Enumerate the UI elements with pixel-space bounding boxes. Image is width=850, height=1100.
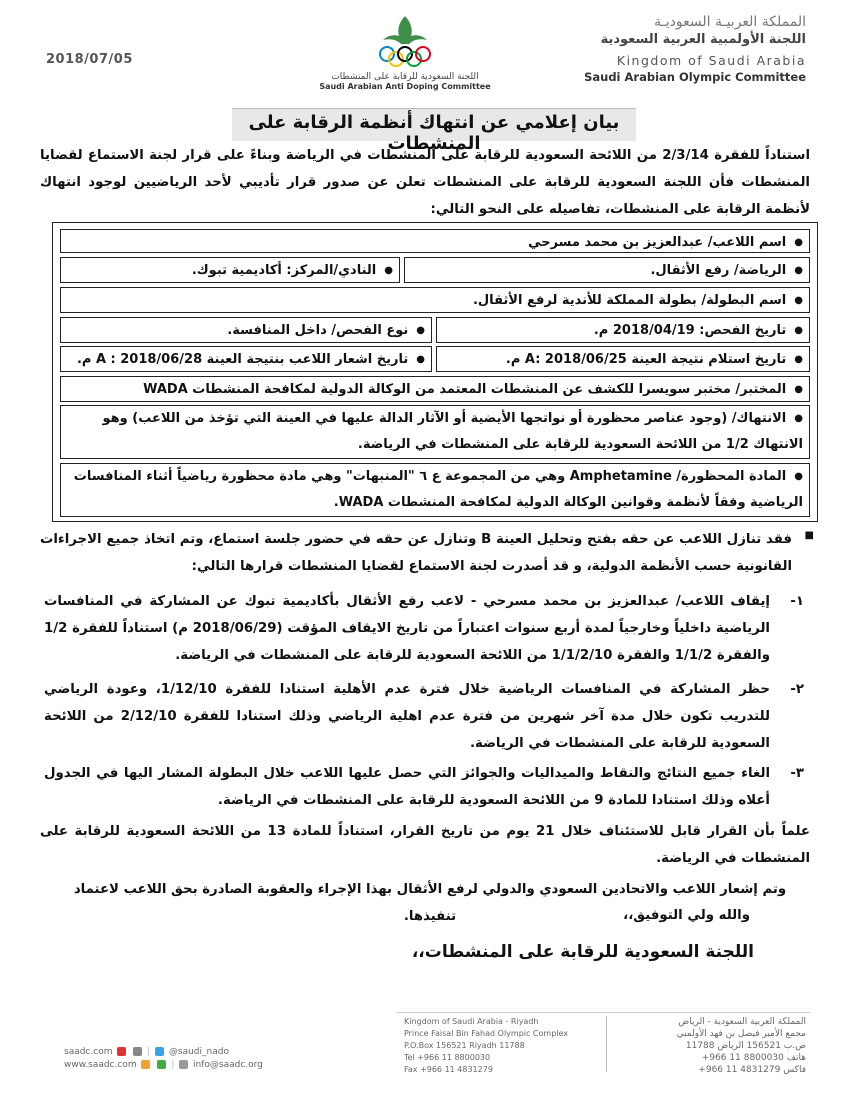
footer-ar-line: المملكة العربية السعودية - الرياض <box>678 1017 806 1027</box>
footer-en-line: P.O.Box 156521 Riyadh 11788 <box>404 1041 525 1050</box>
footer-en-line: Prince Faisal Bin Fahad Olympic Complex <box>404 1029 569 1038</box>
sport: الرياضة/ رفع الأثقال. <box>650 263 787 278</box>
intro-paragraph: استناداً للفقرة 2/3/14 من اللائحة السعودية للرقابة على المنشطات في الرياضة وبناءً على قرار لجنة الاستماع لقضايا المنشطات فأن اللجنة السعودية للرقابة على المنشطات تعلن عن صدور قرار تأديبي لأحد الرياضيين لوجود انتهاك لأنظمة الرقابة على المنشطات، تفاصيله على النحو التالي: <box>40 148 810 217</box>
decision-number: ٢- <box>790 682 804 697</box>
bullet-icon: ● <box>794 413 803 424</box>
athlete-name: اسم اللاعب/ عبدالعزيز بن محمد مسرحي <box>528 235 787 250</box>
header-org-block <box>584 14 806 84</box>
social-icon <box>133 1047 142 1056</box>
table-row-lab <box>60 376 810 402</box>
footer-address-en <box>404 1016 568 1076</box>
header-olympic-en: Saudi Arabian Olympic Committee <box>584 70 806 84</box>
table-row-result-date <box>436 346 810 372</box>
table-row-substance <box>60 463 810 517</box>
twitter-icon <box>155 1047 164 1056</box>
footer-ar-line: فاكس 4831279 11 966+ <box>698 1065 806 1075</box>
web-icon <box>141 1060 150 1069</box>
footer-column-divider <box>606 1016 607 1072</box>
signature-committee: اللجنة السعودية للرقابة على المنشطات،، <box>411 942 754 962</box>
test-date: تاريخ الفحص: 2018/04/19 م. <box>593 323 787 338</box>
footer-en-line: Kingdom of Saudi Arabia - Riyadh <box>404 1017 539 1026</box>
youtube-icon <box>117 1047 126 1056</box>
olympic-rings-logo-icon <box>369 12 441 70</box>
table-row-test-type <box>60 317 432 343</box>
bullet-icon: ● <box>416 354 425 365</box>
decision-number: ١- <box>790 594 804 609</box>
decision-item <box>44 588 804 669</box>
saadc-logo <box>300 12 510 91</box>
globe-icon <box>157 1060 166 1069</box>
bullet-icon: ● <box>794 295 803 306</box>
test-type: نوع الفحص/ داخل المنافسة. <box>227 323 409 338</box>
table-row-violation <box>60 405 810 459</box>
document-date: 2018/07/05 <box>46 52 133 67</box>
logo-text-en: Saudi Arabian Anti Doping Committee <box>319 82 491 91</box>
decision-text: إيقاف اللاعب/ عبدالعزيز بن محمد مسرحي - لاعب رفع الأثقال بأكاديمية تبوك عن المشاركة في المنافسات الرياضية داخلياً وخارجياً لمدة أربع سنوات اعتباراً من تاريخ الايقاف المؤقت (2018/06/29 م) استناداً للفقرة 1/2 والفقرة 1/1/2 والفقرة 1/1/2/10 من اللائحة السعودية للرقابة على المنشطات في الرياضة. <box>44 594 770 663</box>
table-row-test-date <box>436 317 810 343</box>
footer-ar-line: ص.ب 156521 الرياض 11788 <box>685 1041 806 1051</box>
footer-social: saadc.com | @saudi_nado www.saadc.com | info@saadc.org <box>64 1047 263 1070</box>
table-row-club <box>60 257 400 283</box>
bullet-icon: ● <box>794 237 803 248</box>
table-row-championship <box>60 287 810 313</box>
footer-ar-line: هاتف 8800030 11 966+ <box>701 1053 806 1063</box>
website-full-link[interactable]: www.saadc.com <box>64 1060 137 1070</box>
decision-text: الغاء جميع النتائج والنقاط والميداليات والجوائز التي حصل عليها اللاعب خلال البطولة المشار اليها في الجدول أعلاه وذلك استنادا للمادة 9 من اللائحة السعودية للرقابة على المنشطات في الرياضة. <box>44 766 770 808</box>
bullet-icon: ● <box>794 471 803 482</box>
notify-date: تاريخ اشعار اللاعب بنتيجة العينة A : 2018/06/28 م. <box>76 352 409 367</box>
bullet-icon: ● <box>794 384 803 395</box>
footer-en-line: Fax +966 11 4831279 <box>404 1065 493 1074</box>
table-row-sport <box>404 257 810 283</box>
table-row-athlete <box>60 229 810 253</box>
header-kingdom-en: Kingdom of Saudi Arabia <box>616 53 806 68</box>
closing-text: والله ولي التوفيق،، <box>623 908 750 923</box>
notice-paragraph: وتم إشعار اللاعب والاتحادين السعودي والدولي لرفع الأثقال بهذا الإجراء والعقوبة الصادرة بحق اللاعب لاعتماد تنفيذها. <box>73 882 787 924</box>
lab: المختبر/ مختبر سويسرا للكشف عن المنشطات المعتمد من الوكالة الدولية لمكافحة المنشطات WADA <box>143 382 787 397</box>
footer-ar-line: مجمع الأمير فيصل بن فهد الأولمبي <box>676 1029 806 1039</box>
header-olympic-ar: اللجنة الأولمبية العربية السعودية <box>600 32 806 47</box>
page-title: بيان إعلامي عن انتهاك أنظمة الرقابة على المنشطات <box>248 112 620 154</box>
waiver-paragraph: فقد تنازل اللاعب عن حقه بفتح وتحليل العينة B وتنازل عن حقه في حضور جلسة استماع، وتم اتخاذ جميع الاجراءات القانونية حسب الأنظمة الدولية، و قد أصدرت لجنة الاستماع لقضايا المنشطات قرارها التالي: <box>40 532 792 574</box>
logo-text-ar: اللجنة السعودية للرقابة على المنشطات <box>331 72 479 82</box>
square-bullet-icon: ■ <box>804 530 814 541</box>
website-link[interactable]: saadc.com <box>64 1047 113 1057</box>
championship: اسم البطولة/ بطولة المملكة للأندية لرفع الأثقال. <box>472 293 787 308</box>
decision-number: ٣- <box>790 766 804 781</box>
footer-divider <box>396 1012 810 1013</box>
decision-text: حظر المشاركة في المنافسات الرياضية خلال فترة عدم الأهلية استنادا للفقرة 1/12/10، وعودة الرياضي للتدريب تكون خلال مدة آخر شهرين من فترة عدم اهلية الرياضي وذلك استنادا للفقرة 2/12/10 من اللائحة السعودية للرقابة على المنشطات في الرياضة. <box>44 682 770 751</box>
bullet-icon: ● <box>416 325 425 336</box>
twitter-handle[interactable]: @saudi_nado <box>168 1047 229 1057</box>
club: النادي/المركز: أكاديمية تبوك. <box>191 263 377 278</box>
violation: الانتهاك/ (وجود عناصر محظورة أو نواتجها الأيضية أو الآثار الدالة عليها في العينة التي تؤخذ من اللاعب) وهو الانتهاك 1/2 من اللائحة السعودية للرقابة على المنشطات في الرياضة. <box>102 411 803 452</box>
decision-item <box>44 760 804 814</box>
decision-item <box>44 676 804 757</box>
email-icon <box>179 1060 188 1069</box>
bullet-icon: ● <box>794 354 803 365</box>
substance: المادة المحظورة/ Amphetamine وهي من المجموعة ع ٦ "المنبهات" وهي مادة محظورة رياضياً أثناء المنافسات الرياضية وفقاً لأنظمة وقوانين الوكالة الدولية لمكافحة المنشطات WADA. <box>73 469 803 510</box>
bullet-icon: ● <box>794 325 803 336</box>
footer-en-line: Tel +966 11 8800030 <box>404 1053 491 1062</box>
header-kingdom-ar: المملكة العربيـة السعوديـة <box>654 14 806 30</box>
table-row-notify-date <box>60 346 432 372</box>
email-link[interactable]: info@saadc.org <box>193 1060 263 1070</box>
appeal-paragraph: علماً بأن القرار قابل للاستئناف خلال 21 يوم من تاريخ القرار، استناداً للمادة 13 من اللائحة السعودية للرقابة على المنشطات في الرياضة. <box>40 824 810 866</box>
result-date: تاريخ استلام نتيجة العينة A: 2018/06/25 م. <box>505 352 787 367</box>
bullet-icon: ● <box>384 265 393 276</box>
footer-address-ar <box>677 1016 806 1076</box>
bullet-icon: ● <box>794 265 803 276</box>
